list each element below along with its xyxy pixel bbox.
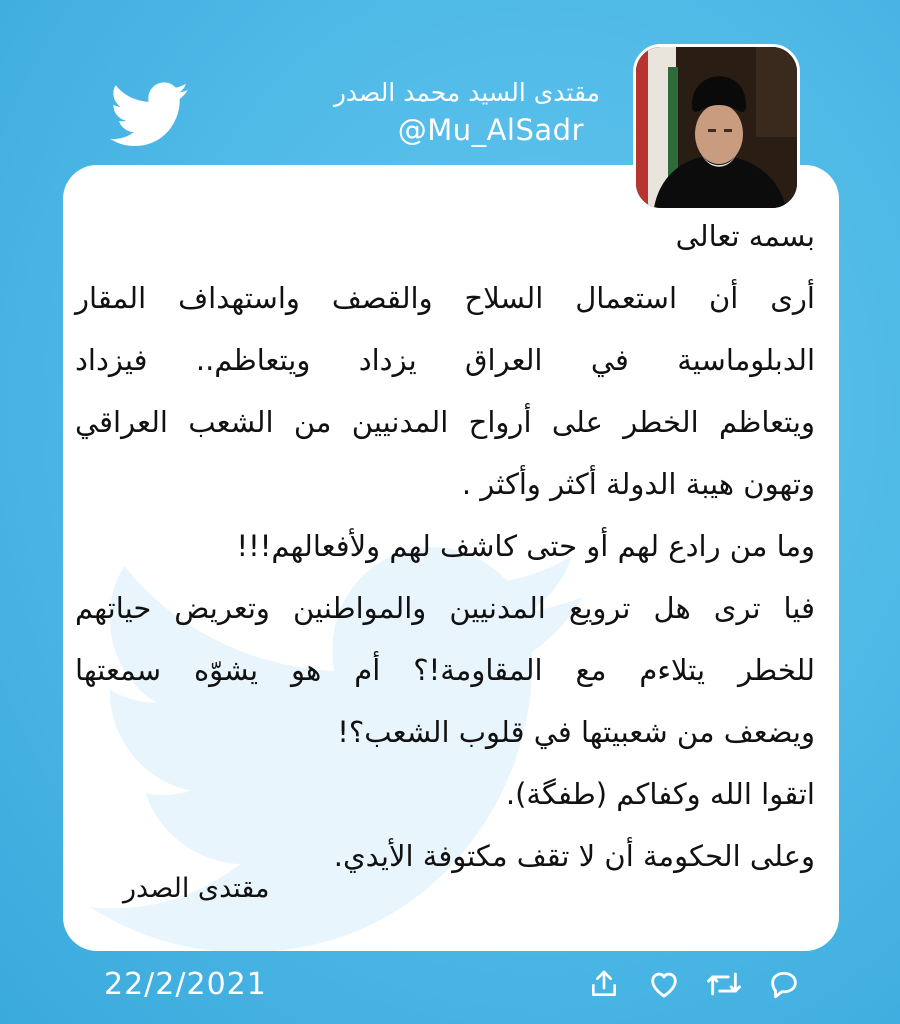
tweet-actions <box>585 965 803 1005</box>
tweet-line: الدبلوماسية في العراق يزداد ويتعاظم.. فيزداد <box>75 343 815 377</box>
tweet-line: اتقوا الله وكفاكم (طفگة). <box>505 777 815 811</box>
tweet-line: ويتعاظم الخطر على أرواح المدنيين من الشعب العراقي <box>75 405 815 439</box>
tweet-card <box>63 165 839 951</box>
tweet-line: ويضعف من شعبيتها في قلوب الشعب؟! <box>337 715 815 749</box>
display-name[interactable]: مقتدى السيد محمد الصدر <box>333 78 600 107</box>
tweet-line: للخطر يتلاءم مع المقاومة!؟ أم هو يشوّه سمعتها <box>75 653 815 687</box>
tweet-body <box>75 205 815 887</box>
retweet-icon[interactable] <box>705 965 743 1003</box>
like-icon[interactable] <box>645 965 683 1003</box>
tweet-line: وعلى الحكومة أن لا تقف مكتوفة الأيدي. <box>333 839 815 873</box>
avatar[interactable] <box>633 44 800 211</box>
signature: مقتدى الصدر <box>123 873 270 904</box>
reply-icon[interactable] <box>765 965 803 1003</box>
tweet-date: 22/2/2021 <box>104 967 267 1002</box>
twitter-bird-icon <box>110 82 190 148</box>
user-handle[interactable]: @Mu_AlSadr <box>397 113 584 147</box>
tweet-line: وما من رادع لهم أو حتى كاشف لهم ولأفعالهم!!! <box>236 529 815 563</box>
tweet-line: فيا ترى هل ترويع المدنيين والمواطنين وتعريض حياتهم <box>75 591 815 625</box>
tweet-line: وتهون هيبة الدولة أكثر وأكثر . <box>461 467 815 501</box>
share-icon[interactable] <box>585 965 623 1003</box>
tweet-line: أرى أن استعمال السلاح والقصف واستهداف المقار <box>75 281 815 315</box>
tweet-line: بسمه تعالى <box>675 219 815 253</box>
profile-photo <box>636 47 797 208</box>
